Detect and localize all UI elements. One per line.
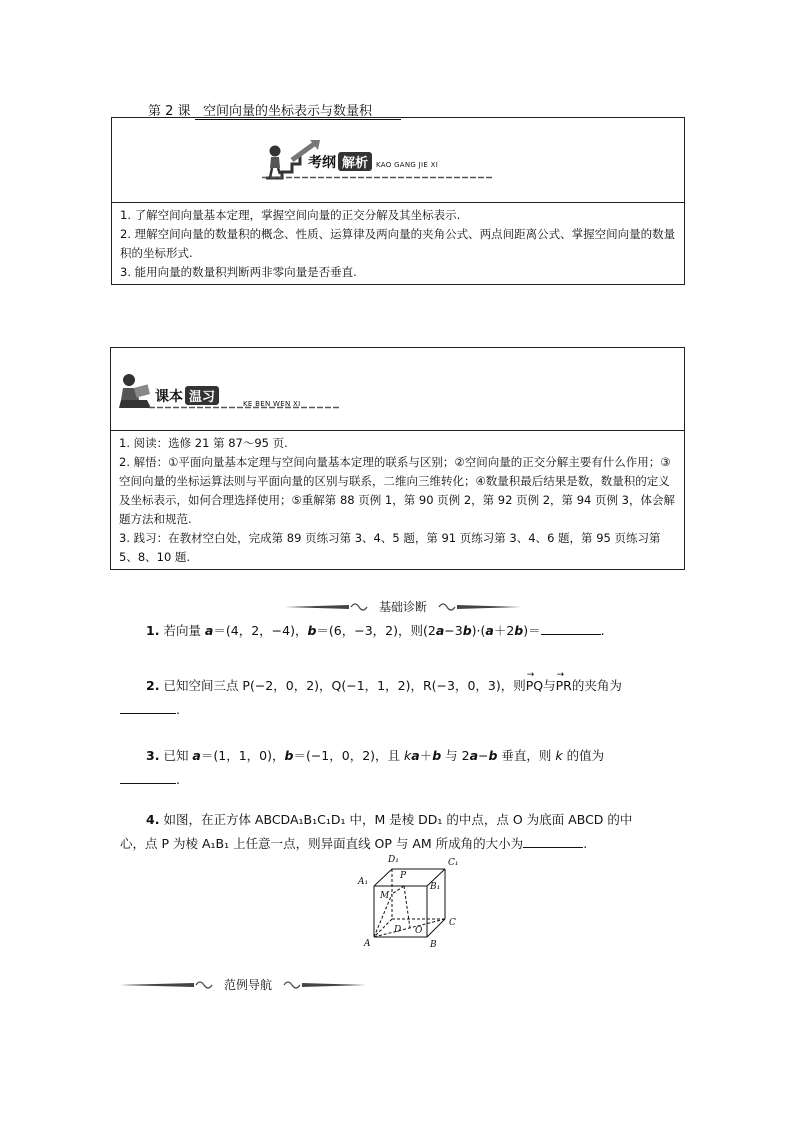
outline-item: 2. 理解空间向量的数量积的概念、性质、运算律及两向量的夹角公式、两点间距离公式、掌握空间向量的数量积的坐标形式. xyxy=(120,227,676,260)
review-banner-title: 课本 温习 xyxy=(155,386,219,406)
outline-banner-tag: 解析 xyxy=(338,152,372,171)
vector-pq: → PQ xyxy=(526,674,543,698)
problem-2: 2. 已知空间三点 P(−2，0，2)，Q(−1，1，2)，R(−3，0，3)，则→ PQ与→ PR的夹角为 . xyxy=(120,674,680,722)
segment-OP xyxy=(404,886,410,928)
answer-blank-3[interactable] xyxy=(120,771,176,784)
label-D1: D₁ xyxy=(388,855,399,865)
cube-figure xyxy=(352,852,464,950)
review-list xyxy=(111,431,684,569)
outline-item: 1. 了解空间向量基本定理，掌握空间向量的正交分解及其坐标表示. xyxy=(120,208,461,222)
outline-box xyxy=(111,117,685,285)
divider-ornament-right-icon xyxy=(280,978,366,992)
label-C1: C₁ xyxy=(448,858,459,868)
review-box xyxy=(110,347,685,570)
answer-blank-4[interactable] xyxy=(523,835,583,848)
lesson-topic: 空间向量的坐标表示与数量积 xyxy=(195,105,401,120)
label-B: B xyxy=(430,940,437,950)
outline-banner-title: 考纲 解析 KAO GANG JIE XI xyxy=(308,152,438,172)
section-title-examples: 范例导航 xyxy=(224,978,273,992)
label-M: M xyxy=(380,891,390,901)
cube-edge-CB xyxy=(427,919,445,937)
label-P: P xyxy=(400,871,407,881)
problem-3: 3. 已知 a＝(1，1，0)，b＝(−1，0，2)，且 ka＋b 与 2a−b 垂直，则 k 的值为 . xyxy=(120,744,680,792)
segment-PM xyxy=(392,886,404,894)
label-B1: B₁ xyxy=(430,882,441,892)
review-item: 2. 解悟：①平面向量基本定理与空间向量基本定理的联系与区别；②空间向量的正交分解主要有什么作用；③空间向量的坐标运算法则与平面向量的区别与联系，二维向三维转化；④数量积最后结果是数，数量积的定义及坐标表示，如何合理选择使用；⑤重解第 88 页例 1，第 90 页例 2，第 92 页例 2，第 94 页例 3，体会解题方法和规范. xyxy=(119,455,675,526)
review-banner xyxy=(111,348,684,431)
label-C: C xyxy=(449,918,456,928)
divider-ornament-left-icon xyxy=(285,600,371,614)
section-divider-examples xyxy=(120,976,366,993)
outline-item: 3. 能用向量的数量积判断两非零向量是否垂直. xyxy=(120,265,357,279)
section-divider-basic xyxy=(285,598,521,615)
divider-ornament-left-icon xyxy=(120,978,216,992)
review-banner-pinyin: KE BEN WEN XI xyxy=(243,400,301,408)
outline-banner xyxy=(112,118,684,203)
divider-ornament-right-icon xyxy=(435,600,521,614)
answer-blank-1[interactable] xyxy=(541,622,601,635)
cube-edge-A1D1 xyxy=(374,869,392,886)
label-D: D xyxy=(394,925,402,935)
cube-edge-DA xyxy=(374,919,392,937)
answer-blank-2[interactable] xyxy=(120,701,176,714)
label-A: A xyxy=(364,939,371,949)
label-O: O xyxy=(415,926,423,936)
outline-list xyxy=(112,203,684,284)
label-A1: A₁ xyxy=(358,877,369,887)
outline-banner-underline xyxy=(262,176,492,179)
review-item: 1. 阅读：选修 21 第 87～95 页. xyxy=(119,436,288,450)
reading-person-icon xyxy=(117,370,157,410)
review-banner-tag: 温习 xyxy=(185,386,219,405)
problem-4: 4. 如图，在正方体 ABCDA₁B₁C₁D₁ 中，M 是棱 DD₁ 的中点，点 O 为底面 ABCD 的中 心，点 P 为棱 A₁B₁ 上任意一点，则异面直线 OP 与 AM 所成角的大小为 . xyxy=(120,812,633,851)
review-banner-underline xyxy=(149,406,339,409)
section-title-basic: 基础诊断 xyxy=(379,600,428,614)
lesson-number: 第 2 课 xyxy=(148,104,191,119)
review-item: 3. 践习：在教材空白处，完成第 89 页练习第 3、4、5 题，第 91 页练习第 3、4、6 题，第 95 页练习第 5、8、10 题. xyxy=(119,531,661,564)
outline-banner-pinyin: KAO GANG JIE XI xyxy=(376,161,439,169)
vector-pr: → PR xyxy=(556,674,572,698)
problem-1: 1. 若向量 a＝(4，2，−4)，b＝(6，−3，2)，则(2a−3b)·(a＋2b)＝ . xyxy=(146,623,605,638)
